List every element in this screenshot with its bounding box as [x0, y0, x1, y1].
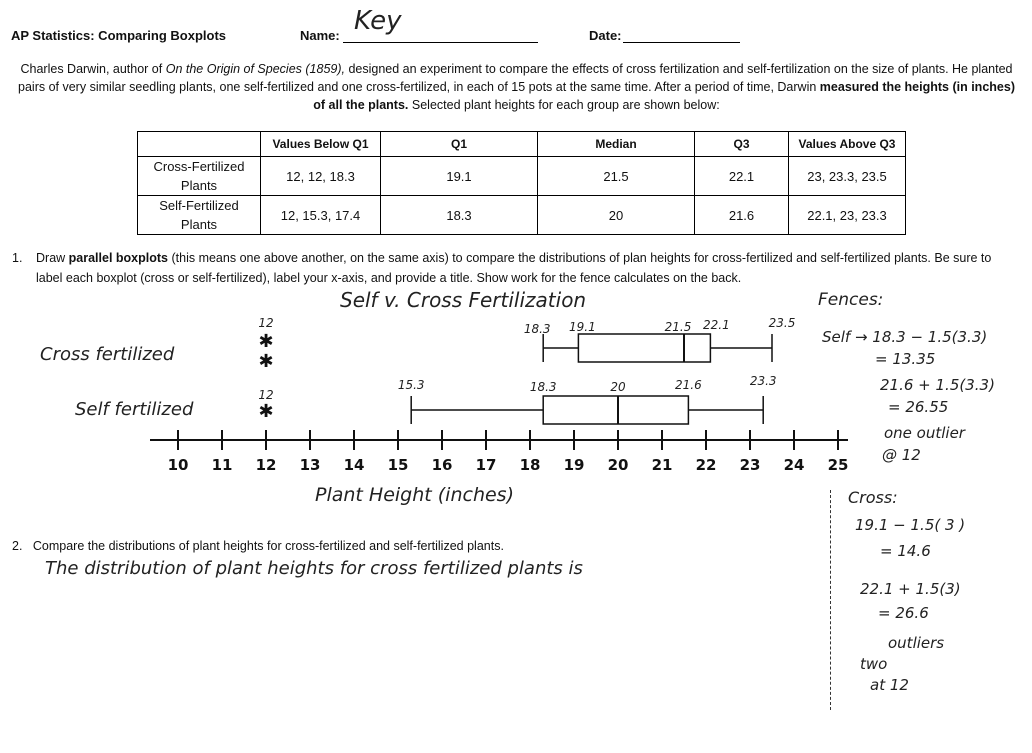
- cross-fence-line: = 14.6: [880, 542, 931, 560]
- cross-value-label: 23.5: [768, 316, 796, 330]
- cross-value-label: 22.1: [703, 318, 730, 332]
- self-box: [543, 396, 688, 424]
- question-1: 1. Draw parallel boxplots (this means one above another, on the same axis) to compare the distributions of plan heights for cross-fertilized and self-fertilized plants. Be sure to label each boxplot (cross or self-fertilized), label your x-axis, and provide a title. Show work for the fence calculates on the back.: [12, 251, 992, 285]
- cross-outlier-mark: ✱: [258, 351, 274, 372]
- self-boxplot: [411, 396, 763, 424]
- name-line: [343, 42, 538, 43]
- x-tick-label: 11: [211, 456, 233, 474]
- self-value-label: 20: [610, 380, 626, 394]
- x-tick-label: 21: [651, 456, 673, 474]
- table-header-row: Values Below Q1 Q1 Median Q3 Values Above Q3: [138, 132, 906, 157]
- self-fence-line: one outlier: [884, 424, 965, 442]
- date-line: [623, 42, 740, 43]
- outlier-marks: [258, 331, 273, 422]
- x-tick-label: 19: [563, 456, 585, 474]
- self-fence-line: = 13.35: [875, 350, 936, 368]
- x-tick-label: 13: [299, 456, 321, 474]
- self-label: Self fertilized: [75, 399, 194, 420]
- x-tick-label: 22: [695, 456, 717, 474]
- self-fence-line: @ 12: [882, 446, 921, 464]
- self-value-label: 23.3: [749, 374, 777, 388]
- cross-boxplot: [543, 334, 772, 362]
- table-row: Cross-Fertilized Plants 12, 12, 18.3 19.1 21.5 22.1 23, 23.3, 23.5: [138, 157, 906, 196]
- cross-value-label: 12: [258, 316, 274, 330]
- cross-fence-line: Cross:: [848, 488, 898, 507]
- x-tick-label: 12: [255, 456, 277, 474]
- x-tick-label: 16: [431, 456, 453, 474]
- data-table: [137, 131, 906, 235]
- x-tick-label: 14: [343, 456, 365, 474]
- intro-paragraph: Charles Darwin, author of On the Origin of Species (1859), designed an experiment to compare the effects of cross fertilization and self-fertilization on the size of plants. He planted pairs of very similar seedling plants, one self-fertilized and one cross-fertilized, in each of 15 pots at the same time. After a period of time, Darwin measured the heights (in inches) of all the plants. Selected plant heights for each group are shown below:: [18, 62, 1015, 112]
- self-outlier-mark: ✱: [258, 401, 274, 422]
- margin-divider: [830, 490, 831, 710]
- question-2-answer: The distribution of plant heights for cross fertilized plants is: [45, 558, 583, 579]
- boxplot-figure: [0, 285, 1032, 520]
- x-axis-label: Plant Height (inches): [315, 484, 514, 506]
- self-value-label: 21.6: [675, 378, 702, 392]
- cross-fence-line: outliers: [888, 634, 945, 652]
- name-value: Key: [354, 6, 402, 36]
- self-value-label: 18.3: [529, 380, 557, 394]
- worksheet-title: AP Statistics: Comparing Boxplots: [11, 28, 227, 43]
- x-tick-label: 23: [739, 456, 761, 474]
- x-tick-label: 18: [519, 456, 541, 474]
- table-row: Self-Fertilized Plants 12, 15.3, 17.4 18.3 20 21.6 22.1, 23, 23.3: [138, 196, 906, 235]
- name-label: Name:: [300, 28, 340, 43]
- self-fence-line: Self → 18.3 − 1.5(3.3): [822, 328, 988, 346]
- x-tick-label: 25: [827, 456, 849, 474]
- x-axis-ticks: [168, 430, 849, 474]
- plot-title: Self v. Cross Fertilization: [340, 288, 587, 312]
- self-fence-line: 21.6 + 1.5(3.3): [880, 376, 995, 394]
- cross-fence-line: = 26.6: [878, 604, 929, 622]
- x-tick-label: 15: [387, 456, 409, 474]
- cross-fence-line: two: [860, 655, 888, 673]
- book-title: On the Origin of Species (1859),: [165, 62, 345, 76]
- cross-value-label: 18.3: [523, 322, 551, 336]
- value-annotations: [258, 316, 795, 402]
- cross-label: Cross fertilized: [40, 344, 175, 365]
- cross-fence-line: 22.1 + 1.5(3): [860, 580, 961, 598]
- cross-outlier-mark: ✱: [258, 331, 274, 352]
- x-tick-label: 20: [607, 456, 629, 474]
- self-fence-line: = 26.55: [888, 398, 949, 416]
- x-tick-label: 17: [475, 456, 497, 474]
- cross-fence-line: at 12: [870, 676, 909, 694]
- question-2: 2. Compare the distributions of plant heights for cross-fertilized and self-fertilized plants.: [12, 539, 504, 553]
- cross-value-label: 21.5: [664, 320, 692, 334]
- cross-fence-line: 19.1 − 1.5( 3 ): [855, 516, 966, 534]
- cross-value-label: 19.1: [569, 320, 596, 334]
- cross-box: [578, 334, 710, 362]
- x-tick-label: 24: [783, 456, 805, 474]
- x-tick-label: 10: [167, 456, 189, 474]
- fences-title: Fences:: [818, 290, 884, 310]
- self-value-label: 12: [258, 388, 274, 402]
- self-value-label: 15.3: [397, 378, 425, 392]
- date-label: Date:: [589, 28, 622, 43]
